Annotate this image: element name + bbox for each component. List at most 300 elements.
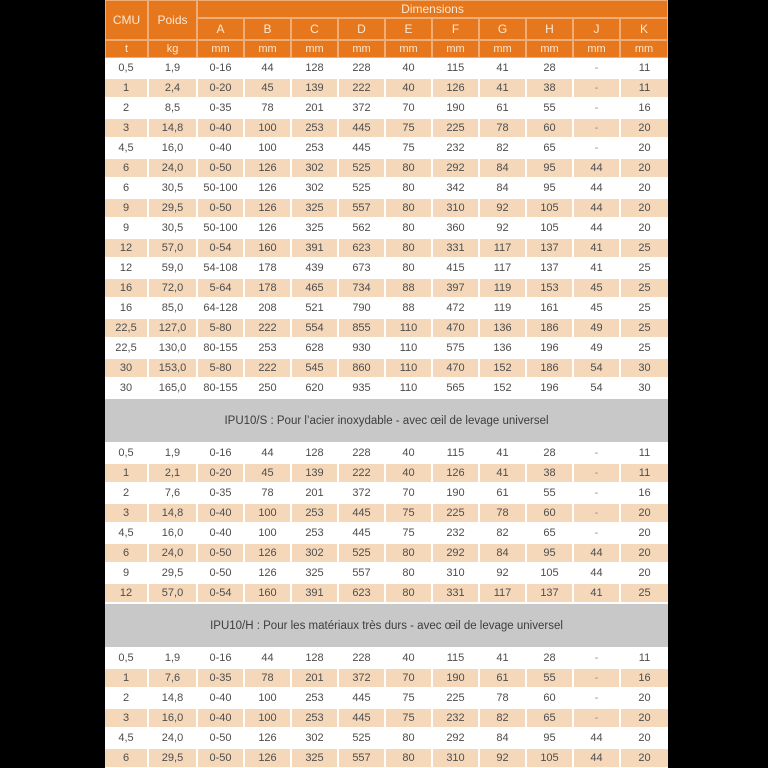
data-cell: 1,9	[148, 58, 197, 78]
data-cell: 2,1	[148, 463, 197, 483]
data-cell: 44	[244, 443, 291, 463]
data-cell: 55	[526, 668, 573, 688]
data-cell: 1	[105, 668, 148, 688]
data-cell: 128	[291, 648, 338, 668]
data-cell: 2	[105, 688, 148, 708]
data-cell: 115	[432, 58, 479, 78]
data-cell: 253	[291, 688, 338, 708]
data-cell: -	[573, 503, 620, 523]
table-row	[105, 583, 668, 603]
data-cell: 415	[432, 258, 479, 278]
data-cell: 61	[479, 668, 526, 688]
data-cell: 186	[526, 318, 573, 338]
data-cell: 225	[432, 688, 479, 708]
data-cell: 0,5	[105, 443, 148, 463]
data-cell: -	[573, 443, 620, 463]
data-cell: 40	[385, 443, 432, 463]
data-cell: 25	[620, 278, 668, 298]
data-cell: 0-50	[197, 543, 244, 563]
data-cell: 253	[291, 523, 338, 543]
data-cell: 190	[432, 483, 479, 503]
data-cell: 126	[244, 218, 291, 238]
data-cell: 28	[526, 443, 573, 463]
data-cell: 95	[526, 543, 573, 563]
data-cell: 372	[338, 668, 385, 688]
data-cell: 0-35	[197, 483, 244, 503]
data-cell: 0-54	[197, 238, 244, 258]
unit-cell-poids: kg	[148, 40, 197, 58]
data-cell: 80	[385, 198, 432, 218]
data-cell: 302	[291, 158, 338, 178]
data-cell: 20	[620, 503, 668, 523]
data-cell: 115	[432, 648, 479, 668]
data-cell: 5-64	[197, 278, 244, 298]
data-cell: 228	[338, 648, 385, 668]
unit-cell-mm: mm	[244, 40, 291, 58]
data-cell: 75	[385, 523, 432, 543]
data-cell: 521	[291, 298, 338, 318]
data-cell: 64-128	[197, 298, 244, 318]
data-cell: 201	[291, 98, 338, 118]
data-cell: -	[573, 118, 620, 138]
data-cell: 44	[573, 543, 620, 563]
data-cell: 0-40	[197, 688, 244, 708]
data-cell: 78	[244, 483, 291, 503]
data-cell: 75	[385, 503, 432, 523]
data-cell: 2	[105, 483, 148, 503]
data-cell: 208	[244, 298, 291, 318]
data-cell: 25	[620, 238, 668, 258]
table-row	[105, 178, 668, 198]
data-cell: 25	[620, 258, 668, 278]
data-cell: 25	[620, 318, 668, 338]
table-row	[105, 138, 668, 158]
data-cell: 59,0	[148, 258, 197, 278]
table-row	[105, 463, 668, 483]
col-header-poids: Poids	[148, 0, 197, 40]
data-cell: 196	[526, 378, 573, 398]
section-band	[105, 603, 668, 648]
data-cell: 12	[105, 238, 148, 258]
table-header	[105, 0, 668, 58]
table-row	[105, 358, 668, 378]
data-cell: 30,5	[148, 178, 197, 198]
data-cell: 126	[432, 463, 479, 483]
col-header-b: B	[244, 18, 291, 40]
table-row	[105, 218, 668, 238]
data-cell: 0-20	[197, 463, 244, 483]
data-cell: 75	[385, 118, 432, 138]
data-cell: -	[573, 78, 620, 98]
data-cell: 55	[526, 483, 573, 503]
data-cell: 2,4	[148, 78, 197, 98]
data-cell: 153,0	[148, 358, 197, 378]
unit-cell-mm: mm	[526, 40, 573, 58]
data-cell: 20	[620, 688, 668, 708]
table-row	[105, 668, 668, 688]
data-cell: 302	[291, 543, 338, 563]
data-cell: 325	[291, 748, 338, 768]
data-cell: 130,0	[148, 338, 197, 358]
data-cell: 165,0	[148, 378, 197, 398]
data-cell: 105	[526, 218, 573, 238]
data-cell: 232	[432, 708, 479, 728]
data-cell: 92	[479, 218, 526, 238]
data-cell: 54	[573, 378, 620, 398]
data-cell: 16	[620, 483, 668, 503]
data-cell: 78	[479, 503, 526, 523]
data-cell: 8,5	[148, 98, 197, 118]
data-cell: 372	[338, 483, 385, 503]
data-cell: 41	[479, 443, 526, 463]
data-cell: 562	[338, 218, 385, 238]
data-cell: 16,0	[148, 708, 197, 728]
data-cell: 557	[338, 748, 385, 768]
table-row	[105, 648, 668, 668]
data-cell: 55	[526, 98, 573, 118]
data-cell: 128	[291, 443, 338, 463]
data-cell: 445	[338, 503, 385, 523]
data-cell: 445	[338, 523, 385, 543]
data-cell: 80	[385, 583, 432, 603]
data-cell: 137	[526, 583, 573, 603]
data-cell: 6	[105, 178, 148, 198]
col-header-j: J	[573, 18, 620, 40]
data-cell: 253	[291, 138, 338, 158]
data-cell: 225	[432, 503, 479, 523]
header-row-groups	[105, 0, 668, 18]
data-cell: 29,5	[148, 748, 197, 768]
data-cell: 196	[526, 338, 573, 358]
data-cell: 110	[385, 318, 432, 338]
data-cell: 253	[244, 338, 291, 358]
data-cell: 44	[244, 58, 291, 78]
data-cell: 110	[385, 378, 432, 398]
table-row	[105, 443, 668, 463]
data-cell: 623	[338, 583, 385, 603]
unit-cell-mm: mm	[197, 40, 244, 58]
data-cell: 126	[244, 198, 291, 218]
data-cell: 75	[385, 688, 432, 708]
data-cell: 3	[105, 708, 148, 728]
data-cell: 54-108	[197, 258, 244, 278]
data-cell: 105	[526, 198, 573, 218]
data-cell: 20	[620, 178, 668, 198]
data-cell: -	[573, 98, 620, 118]
data-cell: 1,9	[148, 648, 197, 668]
data-cell: 0-40	[197, 138, 244, 158]
data-cell: 0-54	[197, 583, 244, 603]
data-cell: 1,9	[148, 443, 197, 463]
data-cell: 29,5	[148, 563, 197, 583]
data-cell: 119	[479, 298, 526, 318]
data-cell: 44	[244, 648, 291, 668]
data-cell: 20	[620, 748, 668, 768]
data-cell: 1	[105, 78, 148, 98]
data-cell: 0-35	[197, 98, 244, 118]
data-cell: 9	[105, 563, 148, 583]
data-cell: 20	[620, 158, 668, 178]
data-cell: 78	[479, 688, 526, 708]
table-row	[105, 238, 668, 258]
section-title: IPU10/H : Pour les matériaux très durs - avec œil de levage universel	[105, 603, 668, 648]
data-cell: 222	[338, 463, 385, 483]
table-body	[105, 58, 668, 768]
data-cell: 20	[620, 708, 668, 728]
data-cell: 126	[244, 563, 291, 583]
data-cell: 22,5	[105, 318, 148, 338]
data-cell: 201	[291, 483, 338, 503]
data-cell: 100	[244, 503, 291, 523]
data-cell: 127,0	[148, 318, 197, 338]
table-row	[105, 708, 668, 728]
data-cell: 222	[244, 318, 291, 338]
data-cell: 0-20	[197, 78, 244, 98]
data-cell: 92	[479, 198, 526, 218]
data-cell: 65	[526, 138, 573, 158]
data-cell: 45	[244, 463, 291, 483]
data-cell: 11	[620, 78, 668, 98]
data-cell: 126	[244, 158, 291, 178]
data-cell: 6	[105, 158, 148, 178]
data-cell: 6	[105, 543, 148, 563]
unit-cell-mm: mm	[432, 40, 479, 58]
data-cell: 137	[526, 258, 573, 278]
data-cell: 292	[432, 158, 479, 178]
data-cell: 20	[620, 728, 668, 748]
data-cell: 310	[432, 748, 479, 768]
data-cell: 0-16	[197, 58, 244, 78]
data-cell: 253	[291, 708, 338, 728]
data-cell: 734	[338, 278, 385, 298]
data-cell: 44	[573, 563, 620, 583]
data-cell: 41	[479, 58, 526, 78]
data-cell: 100	[244, 523, 291, 543]
data-cell: 84	[479, 543, 526, 563]
data-cell: 11	[620, 58, 668, 78]
data-cell: 75	[385, 138, 432, 158]
data-cell: 41	[573, 583, 620, 603]
data-cell: 525	[338, 178, 385, 198]
data-cell: 0-40	[197, 118, 244, 138]
data-cell: 119	[479, 278, 526, 298]
data-cell: 201	[291, 668, 338, 688]
table-row	[105, 98, 668, 118]
data-cell: 70	[385, 98, 432, 118]
data-cell: 44	[573, 728, 620, 748]
col-header-k: K	[620, 18, 668, 40]
data-cell: 310	[432, 563, 479, 583]
data-cell: 95	[526, 158, 573, 178]
data-cell: 57,0	[148, 583, 197, 603]
header-row-units	[105, 40, 668, 58]
dimensions-spec-table	[105, 0, 668, 768]
data-cell: 178	[244, 258, 291, 278]
data-cell: 391	[291, 238, 338, 258]
col-header-c: C	[291, 18, 338, 40]
table-row	[105, 118, 668, 138]
data-cell: 20	[620, 198, 668, 218]
data-cell: 92	[479, 748, 526, 768]
unit-cell-mm: mm	[573, 40, 620, 58]
data-cell: 9	[105, 218, 148, 238]
data-cell: 360	[432, 218, 479, 238]
data-cell: -	[573, 483, 620, 503]
data-cell: 445	[338, 138, 385, 158]
data-cell: 40	[385, 78, 432, 98]
data-cell: 54	[573, 358, 620, 378]
data-cell: 72,0	[148, 278, 197, 298]
data-cell: 82	[479, 523, 526, 543]
data-cell: 152	[479, 378, 526, 398]
unit-cell-mm: mm	[620, 40, 668, 58]
table-row	[105, 318, 668, 338]
data-cell: 14,8	[148, 118, 197, 138]
data-cell: -	[573, 463, 620, 483]
data-cell: 95	[526, 728, 573, 748]
data-cell: 325	[291, 218, 338, 238]
data-cell: 178	[244, 278, 291, 298]
data-cell: 50-100	[197, 218, 244, 238]
data-cell: 24,0	[148, 543, 197, 563]
data-cell: -	[573, 708, 620, 728]
data-cell: 65	[526, 523, 573, 543]
data-cell: 623	[338, 238, 385, 258]
data-cell: 545	[291, 358, 338, 378]
col-header-g: G	[479, 18, 526, 40]
data-cell: 20	[620, 563, 668, 583]
data-cell: 44	[573, 218, 620, 238]
data-cell: 80	[385, 728, 432, 748]
table-row	[105, 523, 668, 543]
data-cell: 0-50	[197, 563, 244, 583]
data-cell: 620	[291, 378, 338, 398]
unit-cell-mm: mm	[479, 40, 526, 58]
data-cell: 49	[573, 318, 620, 338]
data-cell: 30	[620, 358, 668, 378]
data-cell: 472	[432, 298, 479, 318]
data-cell: 161	[526, 298, 573, 318]
data-cell: 16	[620, 98, 668, 118]
data-cell: 24,0	[148, 728, 197, 748]
data-cell: 45	[573, 278, 620, 298]
data-cell: 117	[479, 258, 526, 278]
data-cell: 84	[479, 158, 526, 178]
data-cell: -	[573, 688, 620, 708]
spec-table-container	[105, 0, 668, 768]
data-cell: 860	[338, 358, 385, 378]
data-cell: 0-50	[197, 748, 244, 768]
data-cell: 565	[432, 378, 479, 398]
table-row	[105, 378, 668, 398]
col-header-h: H	[526, 18, 573, 40]
data-cell: 41	[573, 258, 620, 278]
data-cell: 7,6	[148, 483, 197, 503]
data-cell: 935	[338, 378, 385, 398]
data-cell: 88	[385, 298, 432, 318]
data-cell: 24,0	[148, 158, 197, 178]
data-cell: 4,5	[105, 523, 148, 543]
data-cell: 0,5	[105, 648, 148, 668]
data-cell: 14,8	[148, 688, 197, 708]
data-cell: 41	[479, 463, 526, 483]
data-cell: 2	[105, 98, 148, 118]
data-cell: 628	[291, 338, 338, 358]
data-cell: 445	[338, 118, 385, 138]
data-cell: 22,5	[105, 338, 148, 358]
data-cell: 44	[573, 748, 620, 768]
data-cell: 44	[573, 178, 620, 198]
data-cell: 445	[338, 688, 385, 708]
data-cell: 292	[432, 543, 479, 563]
data-cell: 525	[338, 158, 385, 178]
data-cell: 117	[479, 583, 526, 603]
data-cell: 222	[338, 78, 385, 98]
data-cell: 41	[479, 78, 526, 98]
data-cell: 40	[385, 463, 432, 483]
data-cell: 310	[432, 198, 479, 218]
data-cell: 139	[291, 463, 338, 483]
data-cell: 78	[479, 118, 526, 138]
data-cell: 186	[526, 358, 573, 378]
data-cell: 3	[105, 118, 148, 138]
data-cell: 470	[432, 318, 479, 338]
table-row	[105, 298, 668, 318]
data-cell: 84	[479, 728, 526, 748]
data-cell: 16	[620, 668, 668, 688]
data-cell: 0-35	[197, 668, 244, 688]
data-cell: 136	[479, 318, 526, 338]
data-cell: 4,5	[105, 138, 148, 158]
data-cell: 28	[526, 58, 573, 78]
data-cell: 126	[244, 543, 291, 563]
data-cell: 115	[432, 443, 479, 463]
table-row	[105, 728, 668, 748]
data-cell: 126	[244, 728, 291, 748]
data-cell: 20	[620, 543, 668, 563]
data-cell: 673	[338, 258, 385, 278]
data-cell: -	[573, 668, 620, 688]
data-cell: 9	[105, 198, 148, 218]
data-cell: 38	[526, 78, 573, 98]
data-cell: 1	[105, 463, 148, 483]
data-cell: 110	[385, 338, 432, 358]
col-header-a: A	[197, 18, 244, 40]
table-row	[105, 503, 668, 523]
data-cell: 60	[526, 688, 573, 708]
data-cell: 190	[432, 98, 479, 118]
data-cell: 105	[526, 748, 573, 768]
data-cell: 470	[432, 358, 479, 378]
data-cell: 60	[526, 118, 573, 138]
data-cell: 855	[338, 318, 385, 338]
data-cell: 61	[479, 98, 526, 118]
data-cell: 137	[526, 238, 573, 258]
col-header-e: E	[385, 18, 432, 40]
data-cell: 16,0	[148, 523, 197, 543]
table-row	[105, 338, 668, 358]
data-cell: 25	[620, 298, 668, 318]
data-cell: 16,0	[148, 138, 197, 158]
unit-cell-mm: mm	[385, 40, 432, 58]
data-cell: 0-16	[197, 443, 244, 463]
table-row	[105, 748, 668, 768]
data-cell: 160	[244, 583, 291, 603]
data-cell: 250	[244, 378, 291, 398]
unit-cell-mm: mm	[338, 40, 385, 58]
data-cell: 100	[244, 118, 291, 138]
unit-cell-mm: mm	[291, 40, 338, 58]
